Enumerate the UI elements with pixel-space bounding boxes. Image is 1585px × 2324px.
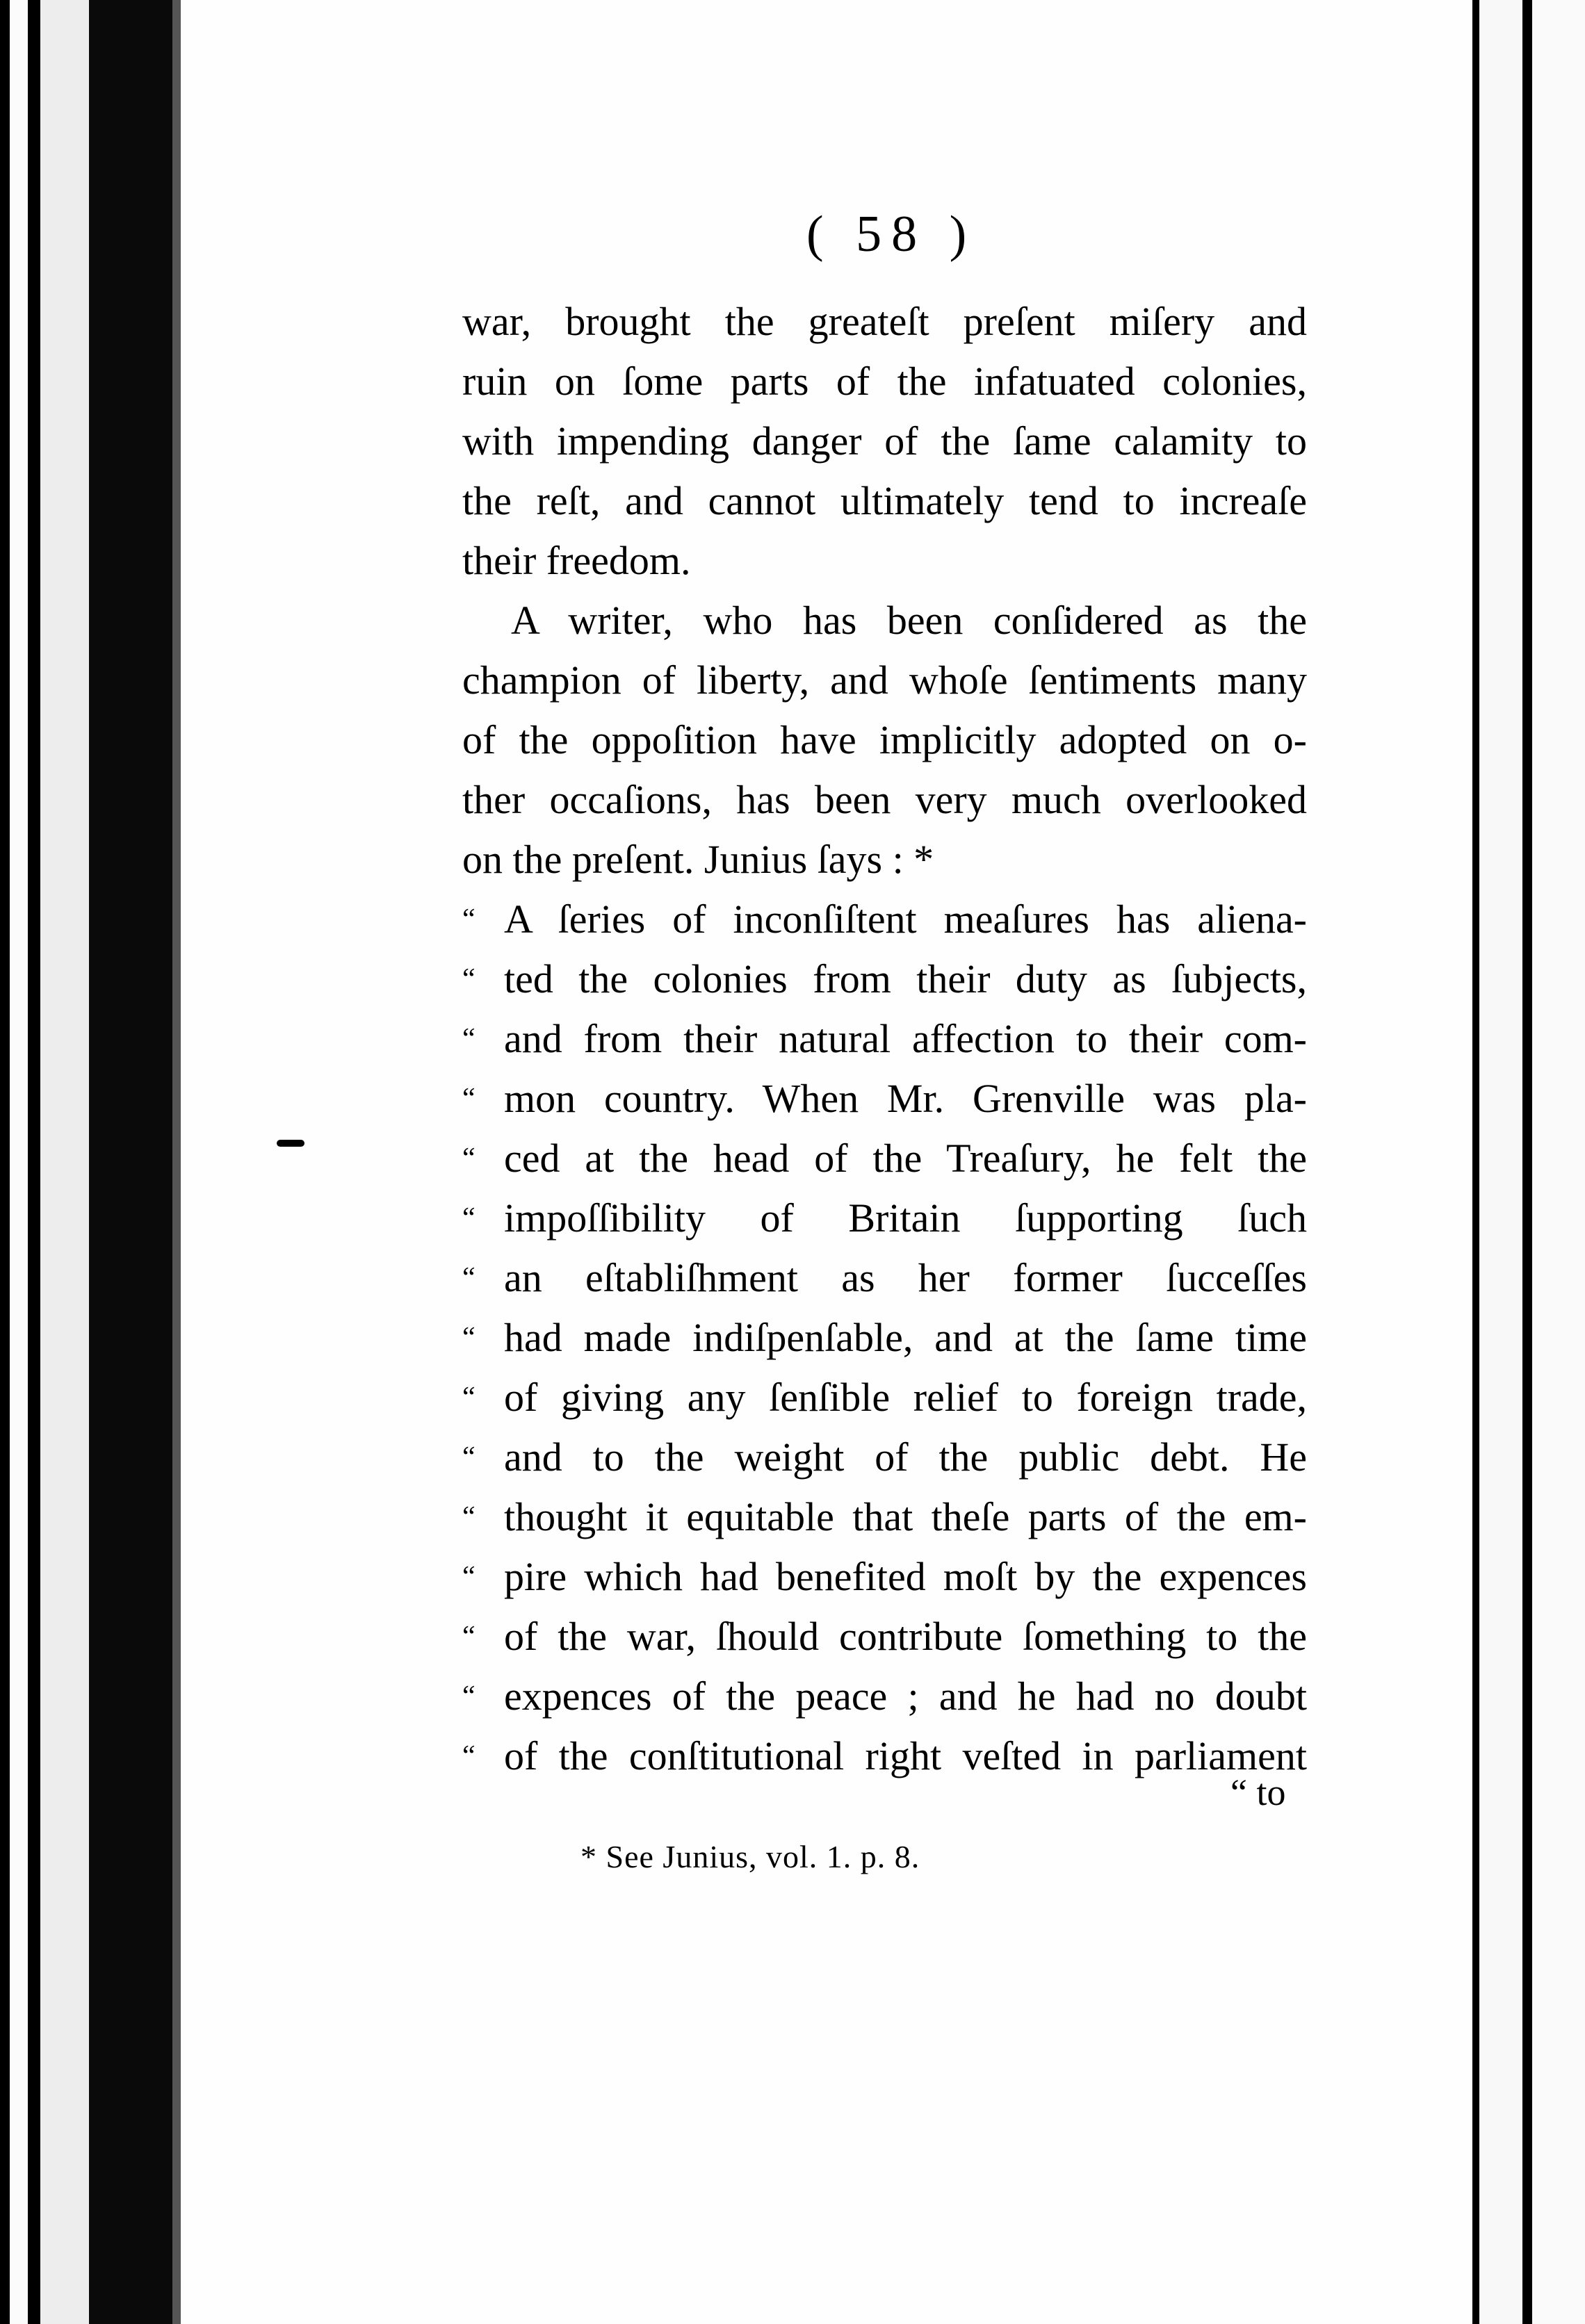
text-line: mon country. When Mr. Grenville was pla- — [504, 1076, 1307, 1121]
quote-mark: “ — [462, 1262, 476, 1294]
quote-mark: “ — [462, 1083, 476, 1115]
quote-mark: “ — [462, 1561, 476, 1593]
text-line: and from their natural affection to their com- — [504, 1016, 1307, 1061]
text-line: war, brought the greateſt preſent miſery and — [462, 299, 1307, 344]
quoted-line — [462, 1547, 1307, 1607]
catchword: “ to — [1230, 1771, 1286, 1813]
text-line: of the oppoſition have implicitly adopted on o- — [462, 717, 1307, 762]
quote-mark: “ — [462, 1441, 476, 1473]
quoted-line — [462, 1248, 1307, 1308]
scan-edge-gap — [1532, 0, 1585, 2324]
quote-mark: “ — [462, 963, 476, 995]
quote-mark: “ — [462, 1621, 476, 1653]
quoted-line — [462, 1069, 1307, 1129]
scan-edge-bar — [1472, 0, 1479, 2324]
body-text — [462, 292, 1307, 1786]
quoted-line — [462, 949, 1307, 1009]
quoted-line — [462, 1667, 1307, 1726]
text-line: had made indiſpenſable, and at the ſame time — [504, 1315, 1307, 1360]
text-line: of giving any ſenſible relief to foreign trade, — [504, 1375, 1307, 1420]
quote-mark: “ — [462, 1143, 476, 1175]
quote-mark: “ — [462, 1501, 476, 1533]
scan-edge-gap — [10, 0, 28, 2324]
quote-mark: “ — [462, 1680, 476, 1712]
page-number: ( 58 ) — [806, 206, 977, 263]
quoted-line — [462, 1726, 1307, 1786]
text-line: their freedom. — [462, 538, 691, 583]
quoted-line — [462, 1427, 1307, 1487]
text-line: impoſſibility of Britain ſupporting ſuch — [504, 1195, 1307, 1241]
text-line: of the conſtitutional right veſted in parliament — [504, 1733, 1307, 1778]
quoted-line — [462, 1129, 1307, 1188]
footnote: * See Junius, vol. 1. p. 8. — [580, 1839, 920, 1874]
text-line: and to the weight of the public debt. He — [504, 1434, 1307, 1480]
text-line: champion of liberty, and whoſe ſentiments many — [462, 657, 1307, 703]
quote-mark: “ — [462, 1023, 476, 1055]
text-line: ruin on ſome parts of the infatuated colonies, — [462, 359, 1307, 404]
book-spine-edge — [172, 0, 181, 2324]
quoted-line — [462, 1607, 1307, 1667]
scan-edge-bar — [1522, 0, 1532, 2324]
book-spine-shadow — [89, 0, 172, 2324]
text-line: expences of the peace ; and he had no doubt — [504, 1674, 1307, 1719]
text-line: A ſeries of inconſiſtent meaſures has aliena- — [504, 897, 1307, 942]
quote-mark: “ — [462, 1322, 476, 1354]
text-line: pire which had benefited moſt by the expences — [504, 1554, 1307, 1599]
quote-mark: “ — [462, 1202, 476, 1234]
text-line: an eſtabliſhment as her former ſucceſſes — [504, 1255, 1307, 1300]
quoted-line — [462, 1188, 1307, 1248]
quote-mark: “ — [462, 1740, 476, 1772]
text-line: with impending danger of the ſame calamity to — [462, 418, 1307, 464]
text-line: the reſt, and cannot ultimately tend to increaſe — [462, 478, 1307, 523]
scan-edge-gap — [40, 0, 89, 2324]
quoted-line — [462, 1487, 1307, 1547]
quoted-line — [462, 890, 1307, 949]
quoted-line — [462, 1009, 1307, 1069]
quote-mark: “ — [462, 903, 476, 935]
text-line: on the preſent. Junius ſays : * — [462, 837, 934, 882]
quoted-line — [462, 1368, 1307, 1427]
quote-mark: “ — [462, 1382, 476, 1414]
text-line: ted the colonies from their duty as ſubjects, — [504, 956, 1307, 1001]
quoted-line — [462, 1308, 1307, 1368]
text-line: ced at the head of the Treaſury, he felt the — [504, 1136, 1307, 1181]
scan-edge-bar — [0, 0, 10, 2324]
text-line: A writer, who has been conſidered as the — [511, 598, 1307, 643]
scan-edge-gap — [1479, 0, 1522, 2324]
text-line: ther occaſions, has been very much overlooked — [462, 777, 1307, 822]
text-line: of the war, ſhould contribute ſomething to the — [504, 1614, 1307, 1659]
scan-edge-bar — [28, 0, 40, 2324]
ink-mark — [277, 1140, 304, 1147]
text-line: thought it equitable that theſe parts of the em- — [504, 1494, 1307, 1539]
